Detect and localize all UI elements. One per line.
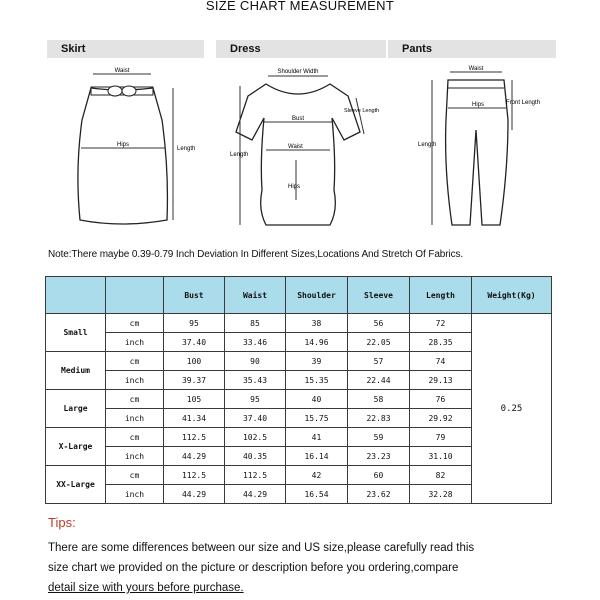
skirt-diagram — [47, 60, 204, 228]
unit-cell: cm — [106, 466, 164, 485]
dress-shape — [236, 84, 360, 225]
pants-waist-label: Waist — [468, 66, 484, 72]
header-sleeve: Sleeve — [348, 277, 410, 314]
value-cell: 100 — [164, 352, 225, 371]
dress-hips-label: Hips — [288, 184, 301, 190]
value-cell: 15.75 — [286, 409, 348, 428]
value-cell: 32.28 — [410, 485, 472, 504]
size-name-cell: Small — [46, 314, 106, 352]
value-cell: 37.40 — [225, 409, 286, 428]
value-cell: 29.92 — [410, 409, 472, 428]
table-header-row — [46, 277, 552, 314]
header-waist: Waist — [225, 277, 286, 314]
value-cell: 15.35 — [286, 371, 348, 390]
size-name-cell: Large — [46, 390, 106, 428]
unit-cell: inch — [106, 447, 164, 466]
header-blank-unit — [106, 277, 164, 314]
value-cell: 44.29 — [225, 485, 286, 504]
pants-panel — [388, 40, 556, 228]
dress-panel — [216, 40, 386, 228]
value-cell: 31.10 — [410, 447, 472, 466]
value-cell: 59 — [348, 428, 410, 447]
unit-cell: inch — [106, 371, 164, 390]
size-table — [45, 276, 552, 504]
value-cell: 56 — [348, 314, 410, 333]
tips-line-1: There are some differences between our size and US size,please carefully read this — [48, 542, 475, 554]
value-cell: 112.5 — [164, 466, 225, 485]
value-cell: 44.29 — [164, 447, 225, 466]
value-cell: 23.62 — [348, 485, 410, 504]
value-cell: 22.05 — [348, 333, 410, 352]
value-cell: 28.35 — [410, 333, 472, 352]
unit-cell: cm — [106, 314, 164, 333]
unit-cell: inch — [106, 485, 164, 504]
size-name-cell: XX-Large — [46, 466, 106, 504]
unit-cell: cm — [106, 352, 164, 371]
value-cell: 105 — [164, 390, 225, 409]
dress-diagram — [216, 60, 386, 228]
skirt-label: Skirt — [47, 40, 204, 58]
skirt-hips-label: Hips — [116, 142, 130, 148]
header-shoulder: Shoulder — [286, 277, 348, 314]
unit-cell: inch — [106, 409, 164, 428]
value-cell: 41 — [286, 428, 348, 447]
size-name-cell: X-Large — [46, 428, 106, 466]
pants-front-label: Front Length — [506, 100, 541, 106]
pants-label: Pants — [388, 40, 556, 58]
unit-cell: inch — [106, 333, 164, 352]
value-cell: 16.14 — [286, 447, 348, 466]
value-cell: 40.35 — [225, 447, 286, 466]
deviation-note: Note:There maybe 0.39-0.79 Inch Deviation In Different Sizes,Locations And Stretch Of Fabrics. — [48, 249, 464, 260]
value-cell: 60 — [348, 466, 410, 485]
value-cell: 95 — [164, 314, 225, 333]
value-cell: 37.40 — [164, 333, 225, 352]
tips-label: Tips: — [48, 515, 76, 530]
value-cell: 33.46 — [225, 333, 286, 352]
pants-hips-label: Hips — [472, 102, 485, 108]
value-cell: 39 — [286, 352, 348, 371]
pants-diagram — [388, 60, 556, 228]
value-cell: 14.96 — [286, 333, 348, 352]
value-cell: 35.43 — [225, 371, 286, 390]
value-cell: 22.44 — [348, 371, 410, 390]
value-cell: 76 — [410, 390, 472, 409]
header-bust: Bust — [164, 277, 225, 314]
value-cell: 74 — [410, 352, 472, 371]
value-cell: 23.23 — [348, 447, 410, 466]
skirt-length-label: Length — [177, 146, 196, 152]
pants-length-label: Length — [418, 142, 437, 148]
value-cell: 42 — [286, 466, 348, 485]
value-cell: 72 — [410, 314, 472, 333]
dress-label: Dress — [216, 40, 386, 58]
page-title: SIZE CHART MEASUREMENT — [205, 0, 395, 13]
value-cell: 112.5 — [164, 428, 225, 447]
skirt-waist-label: Waist — [114, 68, 130, 74]
value-cell: 79 — [410, 428, 472, 447]
size-name-cell: Medium — [46, 352, 106, 390]
value-cell: 82 — [410, 466, 472, 485]
dress-shoulder-label: Shoulder Width — [277, 69, 319, 75]
value-cell: 95 — [225, 390, 286, 409]
value-cell: 16.54 — [286, 485, 348, 504]
dress-waist-label: Waist — [288, 144, 303, 150]
value-cell: 41.34 — [164, 409, 225, 428]
skirt-panel — [47, 40, 204, 228]
value-cell: 29.13 — [410, 371, 472, 390]
value-cell: 112.5 — [225, 466, 286, 485]
dress-sleeve-label: Sleeve Length — [344, 108, 380, 114]
value-cell: 39.37 — [164, 371, 225, 390]
unit-cell: cm — [106, 390, 164, 409]
value-cell: 38 — [286, 314, 348, 333]
unit-cell: cm — [106, 428, 164, 447]
skirt-shape — [78, 88, 168, 224]
tips-line-3: detail size with yours before purchase. — [48, 582, 244, 594]
tips-line-2: size chart we provided on the picture or description before you ordering,compare — [48, 562, 459, 574]
dress-length-label: Length — [230, 152, 249, 158]
dress-bust-label: Bust — [292, 116, 305, 122]
header-blank — [46, 277, 106, 314]
value-cell: 40 — [286, 390, 348, 409]
value-cell: 22.83 — [348, 409, 410, 428]
value-cell: 85 — [225, 314, 286, 333]
weight-cell: 0.25 — [472, 314, 552, 504]
value-cell: 57 — [348, 352, 410, 371]
header-length: Length — [410, 277, 472, 314]
value-cell: 44.29 — [164, 485, 225, 504]
header-weight: Weight(Kg) — [472, 277, 552, 314]
value-cell: 90 — [225, 352, 286, 371]
value-cell: 58 — [348, 390, 410, 409]
value-cell: 102.5 — [225, 428, 286, 447]
table-row — [46, 314, 552, 333]
